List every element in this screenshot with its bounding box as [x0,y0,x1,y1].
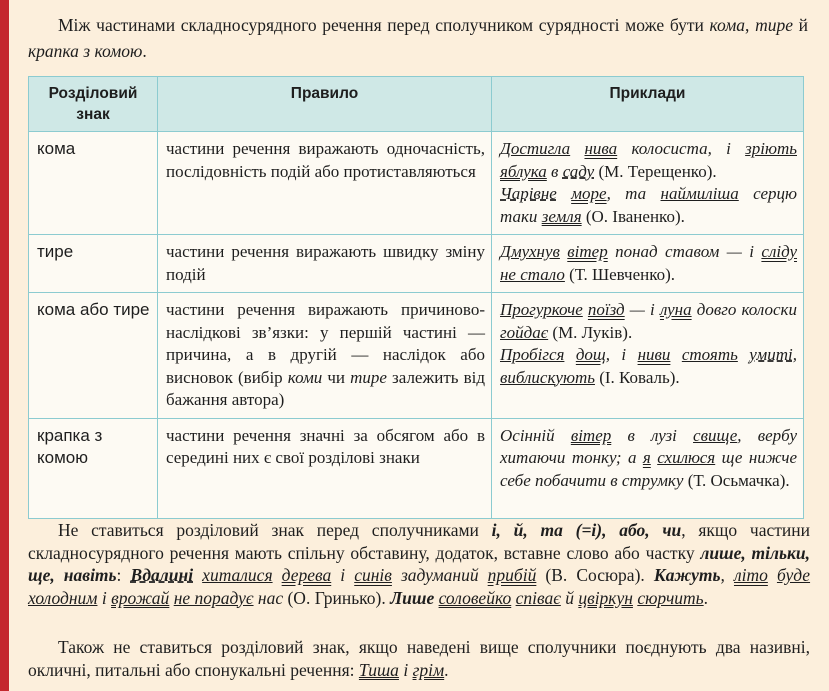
rule-cell: частини речення виражають одночасність, послідовність подій або протиставляються [158,132,492,235]
example-cell: Прогуркоче поїзд — і луна довго колоски гойдає (М. Луків). Пробігся дощ, і ниви стоять умиті, виблискують (І. Коваль). [492,293,804,419]
punctuation-rules-table [28,76,804,519]
sign-cell: крапка з комою [29,418,158,518]
header-examples: Приклади [492,77,804,132]
sign-cell: тире [29,235,158,293]
header-rule: Правило [158,77,492,132]
sign-cell: кома [29,132,158,235]
left-accent-bar [0,0,9,691]
example-cell: Дмухнув вітер понад ставом — і сліду не стало (Т. Шевченко). [492,235,804,293]
rule-cell: частини речення значні за обсягом або в середині них є свої розділові знаки [158,418,492,518]
note2-paragraph: Також не ставиться розділовий знак, якщо наведені вище сполучники поєднують два називні, окличні, питальні або спонукальні речення: Тиша і грім. [28,637,810,680]
table-row [29,293,804,419]
table-header-row [29,77,804,132]
table-row [29,235,804,293]
example-cell: Достигла нива колосиста, і зріють яблука в саду (М. Терещенко). Чарівне море, та наймиліша серцю таки земля (О. Іваненко). [492,132,804,235]
table-row [29,418,804,518]
note-paragraph: Не ставиться розділовий знак перед сполучниками і, й, та (=і), або, чи, якщо частини складносурядного речення мають спільну обставину, додаток, вставне слово або частку лише, тільки, ще, навіть: Вдалині хиталися дерева і синів задуманий прибій (В. Сосюра). Кажуть, літо буде холодним і врожай не порадує нас (О. Гринько). Лише соловейко співає й цвіркун сюрчить. [28,520,811,608]
table-row [29,132,804,235]
header-sign: Розділовий знак [29,77,158,132]
rule-cell: частини речення виражають швидку зміну подій [158,235,492,293]
example-cell: Осінній вітер в лузі свище, вербу хитаючи тонку; а я схилюся ще нижче себе побачити в струмку (Т. Осьмачка). [492,418,804,518]
sign-cell: кома або тире [29,293,158,419]
intro-paragraph: Між частинами складносурядного речення перед сполучником сурядності може бути кома, тире й крапка з комою. [28,15,808,61]
rule-cell: частини речення виражають причиново-наслідкові зв’язки: у першій частині — причина, а в другій — наслідок або висновок (вибір коми чи тире залежить від бажання автора) [158,293,492,419]
